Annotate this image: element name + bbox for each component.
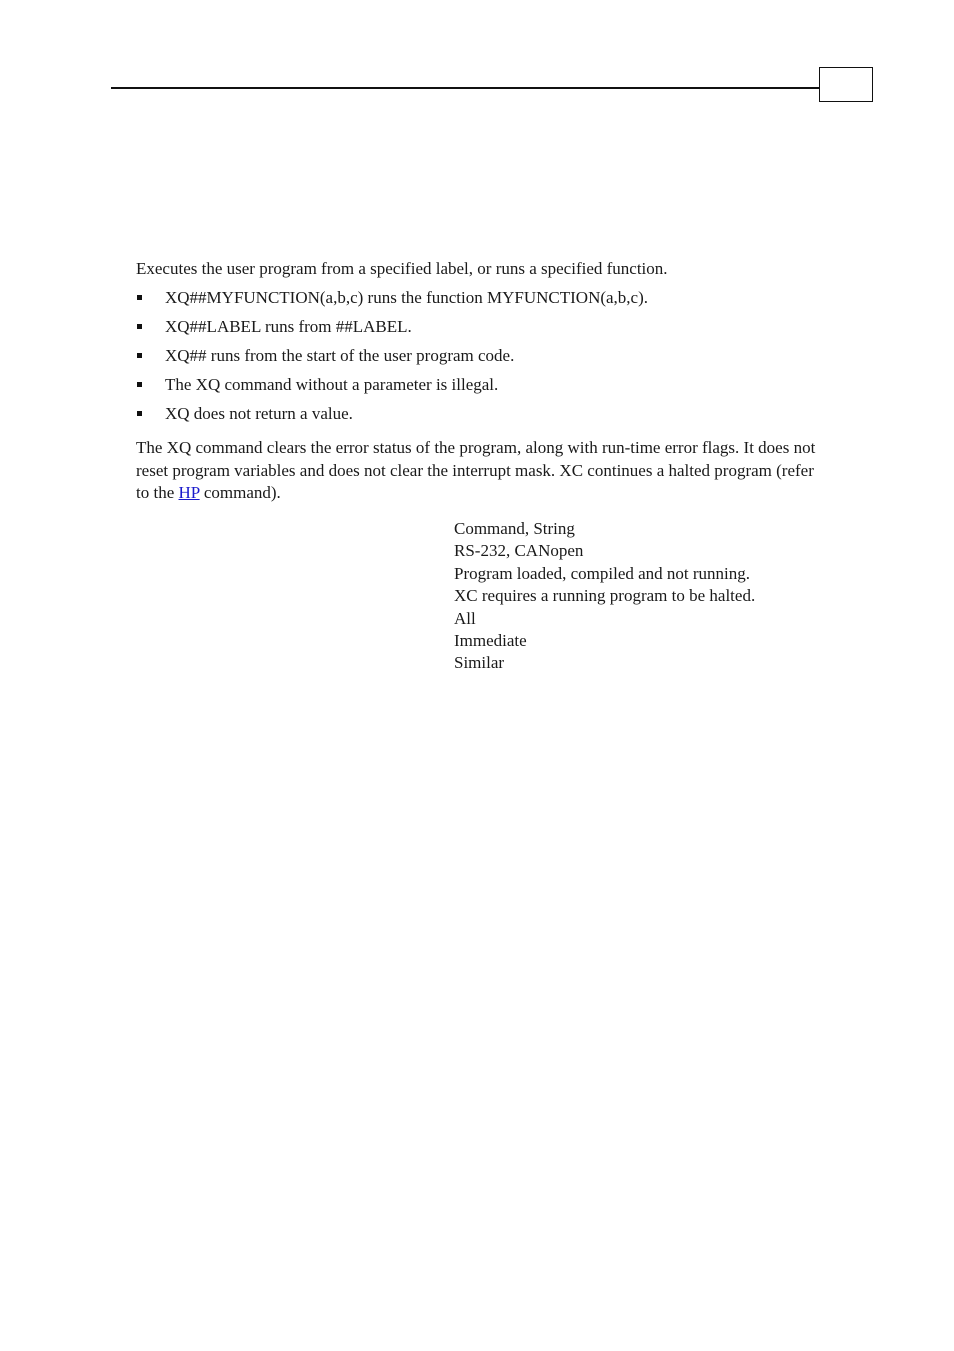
page-number-box [819, 67, 873, 102]
header-rule [111, 87, 819, 89]
list-item: XQ##MYFUNCTION(a,b,c) runs the function MYFUNCTION(a,b,c). [136, 287, 816, 310]
attribute-value: Immediate [454, 631, 527, 651]
hp-command-link[interactable]: HP [178, 483, 200, 502]
list-item: The XQ command without a parameter is illegal. [136, 374, 816, 397]
square-bullet-icon [137, 353, 142, 358]
attribute-value: RS-232, CANopen [454, 541, 584, 561]
attribute-value: All [454, 608, 476, 628]
attribute-value: Program loaded, compiled and not running. [454, 563, 751, 583]
usage-list [136, 287, 816, 426]
attribute-value: Similar [454, 653, 505, 673]
attribute-value: Command, String [454, 519, 575, 538]
intro-text: Executes the user program from a specified label, or runs a specified function. [136, 259, 668, 278]
attribute-value: XC requires a running program to be halted. [454, 586, 756, 606]
list-item: XQ does not return a value. [136, 403, 816, 426]
command-description [136, 258, 816, 505]
details-paragraph: The XQ command clears the error status of the program, along with run-time error flags. It does not reset program variables and does not clear the interrupt mask. XC continues a halted program (refer to the HP command). [136, 438, 816, 502]
square-bullet-icon [137, 382, 142, 387]
square-bullet-icon [137, 295, 142, 300]
attribute-values [454, 518, 755, 675]
square-bullet-icon [137, 324, 142, 329]
square-bullet-icon [137, 411, 142, 416]
list-item: XQ##LABEL runs from ##LABEL. [136, 316, 816, 339]
list-item: XQ## runs from the start of the user program code. [136, 345, 816, 368]
